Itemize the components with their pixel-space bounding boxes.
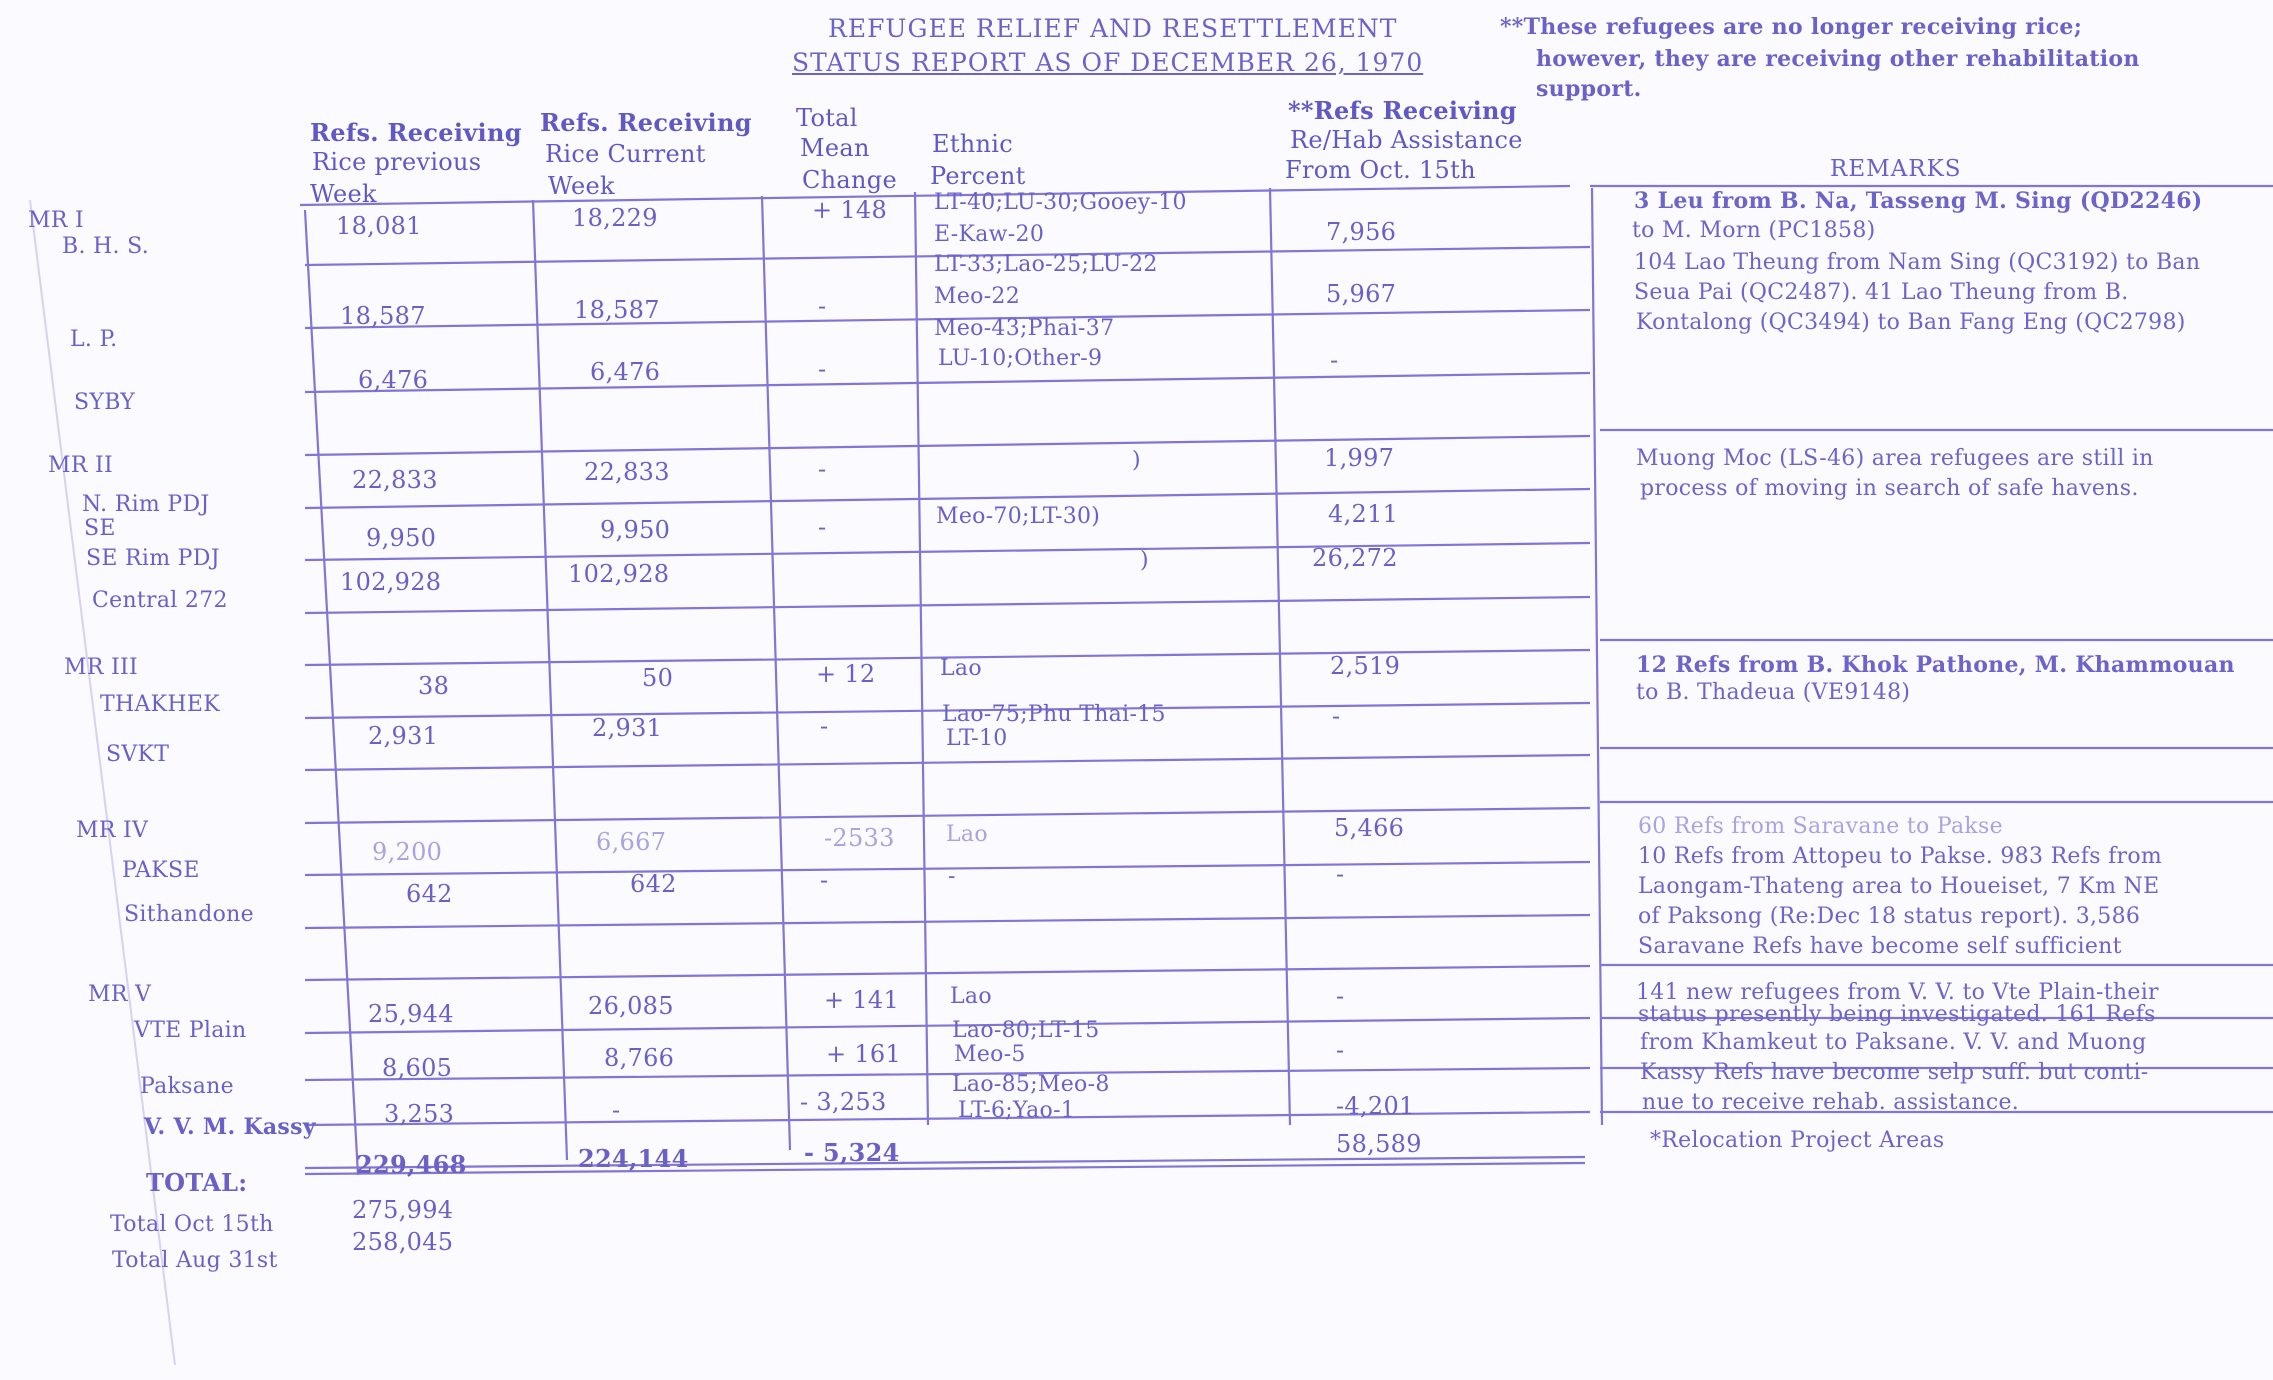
cell-ethnic-thakhek: Lao [940,656,982,681]
cell-ethnic-syby-1: Meo-43;Phai-37 [934,316,1115,341]
cell-prev-nrim: 22,833 [352,466,438,494]
cell-ethnic-central: ) [1140,548,1149,573]
cell-rehab-paksane: - [1336,1036,1345,1064]
header-change-1: Total [796,104,858,132]
cell-prev-syby: 6,476 [358,366,429,394]
cell-curr-paksane: 8,766 [604,1044,675,1072]
total-prev: 229,468 [356,1150,467,1179]
cell-ethnic-pakse: Lao [946,822,988,847]
remark-mr5-1: 141 new refugees from V. V. to Vte Plain-their [1636,980,2159,1005]
cell-prev-lp: 18,587 [340,302,426,330]
report-title-line2: STATUS REPORT AS OF DECEMBER 26, 1970 [792,48,1424,77]
cell-prev-thakhek: 38 [418,672,450,700]
cell-change-vteplain: + 141 [824,986,900,1014]
row-prefix-se: SE [84,516,116,541]
note-line3: support. [1536,76,1642,102]
remark-mr1-3: 104 Lao Theung from Nam Sing (QC3192) to Ban [1634,250,2201,275]
header-prev-1: Refs. Receiving [310,118,522,147]
cell-curr-thakhek: 50 [642,664,674,692]
cell-prev-bhs: 18,081 [336,212,422,240]
total-rehab: 58,589 [1336,1130,1422,1158]
remark-mr3-1: 12 Refs from B. Khok Pathone, M. Khammouan [1636,652,2235,678]
cell-curr-svkt: 2,931 [592,714,663,742]
header-curr-3: Week [548,172,615,200]
cell-prev-pakse: 9,200 [372,838,443,866]
total-curr: 224,144 [578,1144,689,1173]
remark-mr2-2: process of moving in search of safe havens. [1640,476,2139,501]
row-name-bhs: B. H. S. [62,234,150,259]
remark-mr1-2: to M. Morn (PC1858) [1632,218,1876,243]
report-title-line1: REFUGEE RELIEF AND RESETTLEMENT [828,14,1398,43]
row-name-thakhek: THAKHEK [100,692,220,717]
region-mr5: MR V [88,982,152,1007]
cell-prev-paksane: 8,605 [382,1054,453,1082]
cell-ethnic-vvkassy-1: Lao-85;Meo-8 [952,1072,1110,1097]
cell-ethnic-bhs-2: E-Kaw-20 [934,222,1045,247]
row-name-pakse: PAKSE [122,858,200,883]
cell-curr-pakse: 6,667 [596,828,667,856]
cell-change-lp: - [818,292,827,320]
cell-ethnic-vteplain: Lao [950,984,992,1009]
cell-ethnic-serim: Meo-70;LT-30) [936,504,1101,529]
remark-mr4-2: 10 Refs from Attopeu to Pakse. 983 Refs from [1638,844,2163,869]
row-name-paksane: Paksane [140,1074,234,1099]
cell-ethnic-svkt-2: LT-10 [946,726,1008,751]
cell-rehab-sithandone: - [1336,860,1345,888]
cell-ethnic-lp-2: Meo-22 [934,284,1021,309]
cell-change-svkt: - [820,712,829,740]
total-change: - 5,324 [804,1138,900,1167]
cell-prev-central: 102,928 [340,568,442,596]
cell-rehab-bhs: 7,956 [1326,218,1397,246]
cell-change-serim: - [818,513,827,541]
cell-ethnic-syby-2: LU-10;Other-9 [938,346,1103,371]
remark-mr1-5: Kontalong (QC3494) to Ban Fang Eng (QC2798) [1636,310,2186,335]
cell-rehab-central: 26,272 [1312,544,1398,572]
region-mr4: MR IV [76,818,149,843]
cell-rehab-vteplain: - [1336,982,1345,1010]
row-name-svkt: SVKT [106,742,170,767]
remark-mr2-1: Muong Moc (LS-46) area refugees are still in [1636,446,2154,471]
header-ethnic-2: Percent [930,162,1026,190]
header-rehab-1: **Refs Receiving [1288,96,1517,125]
cell-rehab-svkt: - [1332,702,1341,730]
cell-curr-lp: 18,587 [574,296,660,324]
remark-mr1-4: Seua Pai (QC2487). 41 Lao Theung from B. [1634,280,2129,305]
header-ethnic-1: Ethnic [932,130,1013,158]
cell-ethnic-svkt-1: Lao-75;Phu Thai-15 [942,702,1166,727]
cell-prev-vteplain: 25,944 [368,1000,454,1028]
cell-change-bhs: + 148 [812,196,888,224]
cell-change-pakse: -2533 [824,824,895,852]
cell-curr-vvkassy: - [612,1096,621,1124]
cell-rehab-pakse: 5,466 [1334,814,1405,842]
cell-ethnic-paksane-1: Lao-80;LT-15 [952,1018,1100,1043]
header-rehab-2: Re/Hab Assistance [1290,126,1523,154]
cell-ethnic-nrim: ) [1132,448,1141,473]
row-name-vteplain: VTE Plain [134,1018,247,1043]
region-mr1: MR I [28,208,84,233]
cell-change-paksane: + 161 [826,1040,902,1068]
note-line2: however, they are receiving other rehabilitation [1536,46,2140,72]
header-remarks: REMARKS [1830,156,1962,182]
cell-curr-serim: 9,950 [600,516,671,544]
row-name-lp: L. P. [70,327,118,352]
row-name-serim: SE Rim PDJ [86,546,220,571]
cell-change-syby: - [818,355,827,383]
remark-mr4-3: Laongam-Thateng area to Houeiset, 7 Km NE [1638,874,2160,899]
cell-rehab-vvkassy: -4,201 [1336,1092,1415,1120]
cell-ethnic-paksane-2: Meo-5 [954,1042,1026,1067]
cell-ethnic-lp-1: LT-33;Lao-25;LU-22 [934,252,1158,277]
total-label: TOTAL: [146,1168,248,1197]
row-name-central: Central 272 [92,588,228,613]
cell-curr-vteplain: 26,085 [588,992,674,1020]
header-curr-1: Refs. Receiving [540,108,752,137]
total-aug-value: 258,045 [352,1228,454,1256]
header-change-3: Change [802,166,897,194]
remark-mr1-1: 3 Leu from B. Na, Tasseng M. Sing (QD2246) [1634,188,2203,214]
cell-curr-syby: 6,476 [590,358,661,386]
remark-mr5-3: from Khamkeut to Paksane. V. V. and Muong [1640,1030,2147,1055]
total-aug-label: Total Aug 31st [112,1248,278,1273]
row-name-nrim: N. Rim PDJ [82,492,210,517]
remark-mr4-4: of Paksong (Re:Dec 18 status report). 3,586 [1638,904,2141,929]
cell-ethnic-vvkassy-2: LT-6;Yao-1 [958,1098,1076,1123]
region-mr3: MR III [64,655,138,680]
cell-rehab-thakhek: 2,519 [1330,652,1401,680]
cell-rehab-syby: - [1330,346,1339,374]
cell-curr-central: 102,928 [568,560,670,588]
cell-prev-svkt: 2,931 [368,722,439,750]
remark-footnote: *Relocation Project Areas [1650,1128,1945,1153]
cell-rehab-lp: 5,967 [1326,280,1397,308]
header-prev-3: Week [310,180,377,208]
header-rehab-3: From Oct. 15th [1285,156,1476,184]
cell-curr-bhs: 18,229 [572,204,658,232]
header-curr-2: Rice Current [545,140,706,168]
cell-change-sithandone: - [820,866,829,894]
cell-rehab-nrim: 1,997 [1324,444,1395,472]
total-oct-label: Total Oct 15th [110,1212,274,1237]
cell-ethnic-sithandone: - [948,864,956,889]
remark-mr4-1: 60 Refs from Saravane to Pakse [1638,814,2003,839]
cell-change-thakhek: + 12 [816,660,876,688]
remark-mr5-5: nue to receive rehab. assistance. [1642,1090,2020,1115]
cell-curr-sithandone: 642 [630,870,677,898]
remark-mr5-2: status presently being investigated. 161 Refs [1638,1002,2156,1027]
remark-mr3-2: to B. Thadeua (VE9148) [1636,680,1911,705]
row-name-sithandone: Sithandone [124,902,254,927]
row-name-syby: SYBY [74,390,136,415]
note-line1: **These refugees are no longer receiving rice; [1500,14,2083,40]
total-oct-value: 275,994 [352,1196,454,1224]
header-prev-2: Rice previous [312,148,482,176]
cell-curr-nrim: 22,833 [584,458,670,486]
cell-change-nrim: - [818,455,827,483]
remark-mr5-4: Kassy Refs have become selp suff. but conti- [1640,1060,2149,1085]
cell-ethnic-bhs-1: LT-40;LU-30;Gooey-10 [934,190,1187,215]
cell-rehab-serim: 4,211 [1328,500,1399,528]
header-change-2: Mean [800,134,870,162]
remark-mr4-5: Saravane Refs have become self sufficient [1638,934,2122,959]
row-name-vvkassy: V. V. M. Kassy [144,1114,316,1140]
cell-prev-serim: 9,950 [366,524,437,552]
cell-prev-vvkassy: 3,253 [384,1100,455,1128]
region-mr2: MR II [48,453,113,478]
cell-change-vvkassy: - 3,253 [800,1088,887,1116]
cell-prev-sithandone: 642 [406,880,453,908]
